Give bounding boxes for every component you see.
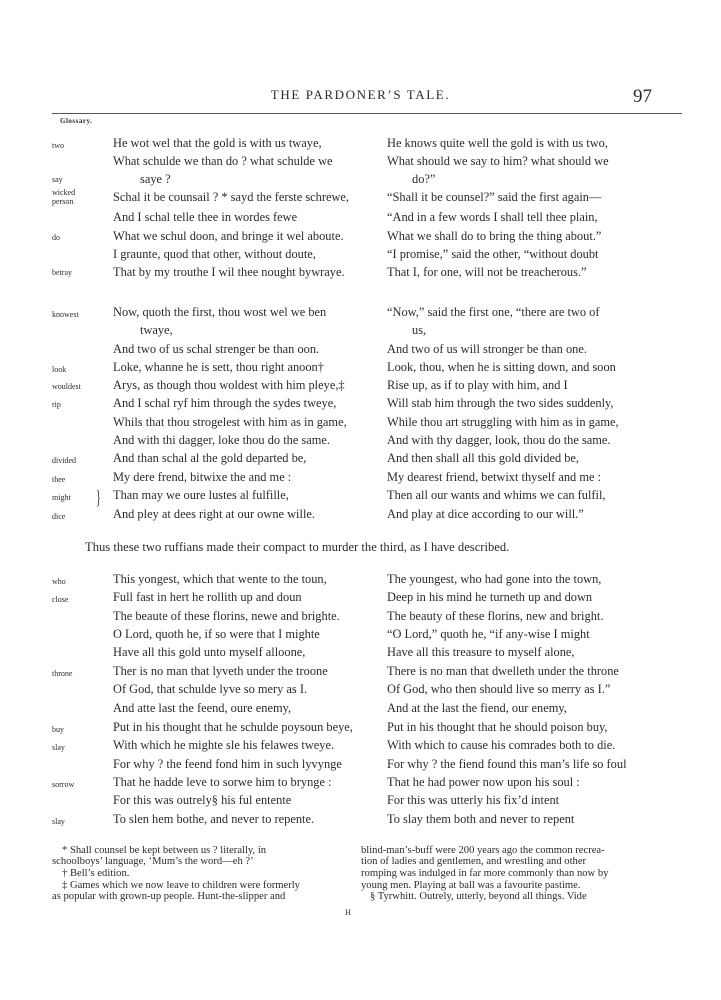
middle-english-line: For why ? the feend fond him in such lyvynge — [113, 757, 342, 771]
modern-english-line: Will stab him through the two sides suddenly, — [387, 396, 614, 410]
gloss-word: rip — [52, 400, 61, 409]
footnote-line: § Tyrwhitt. Outrely, utterly, beyond all things. Vide — [370, 891, 587, 902]
gloss-word: say — [52, 175, 63, 184]
middle-english-line: And than schal al the gold departed be, — [113, 451, 307, 465]
modern-english-line: And with thy dagger, look, thou do the same. — [387, 433, 611, 447]
middle-english-line: That he hadde leve to sorwe him to brynge : — [113, 775, 332, 789]
middle-english-line: Now, quoth the first, thou wost wel we ben — [113, 305, 327, 319]
middle-english-line: Have all this gold unto myself alloone, — [113, 645, 306, 659]
modern-english-line: The youngest, who had gone into the town, — [387, 572, 602, 586]
middle-english-line: Put in his thought that he schulde poysoun beye, — [113, 720, 353, 734]
footnote-line: romping was indulged in far more commonly than now by — [361, 868, 609, 879]
modern-english-line: Rise up, as if to play with him, and I — [387, 378, 568, 392]
modern-english-line: He knows quite well the gold is with us two, — [387, 136, 608, 150]
modern-english-line: “Now,” said the first one, “there are two of — [387, 305, 600, 319]
modern-english-line: My dearest friend, betwixt thyself and me : — [387, 470, 602, 484]
footnote-line: * Shall counsel be kept between us ? literally, in — [62, 845, 267, 856]
middle-english-line: Of God, that schulde lyve so mery as I. — [113, 682, 308, 696]
middle-english-line: What schulde we than do ? what schulde we — [113, 154, 333, 168]
middle-english-line: Full fast in hert he rollith up and doun — [113, 590, 302, 604]
modern-english-line: And at the last the fiend, our enemy, — [387, 701, 567, 715]
middle-english-line: O Lord, quoth he, if so were that I mighte — [113, 627, 320, 641]
modern-english-line: “Shall it be counsel?” said the first again— — [387, 190, 602, 204]
middle-english-line: And I schal telle thee in wordes fewe — [113, 210, 298, 224]
page-number: 97 — [633, 86, 652, 107]
middle-english-line: Than may we oure lustes al fulfille, — [113, 488, 289, 502]
modern-english-line: Have all this treasure to myself alone, — [387, 645, 575, 659]
gloss-word: thee — [52, 475, 66, 484]
modern-english-line: That I, for one, will not be treacherous.” — [387, 265, 587, 279]
gloss-word: wicked — [52, 188, 76, 197]
modern-english-line: And play at dice according to our will.” — [387, 507, 584, 521]
modern-english-line: us, — [412, 323, 427, 337]
signature-mark: H — [345, 908, 351, 917]
gloss-word: two — [52, 141, 64, 150]
modern-english-line: What we shall do to bring the thing about.” — [387, 229, 602, 243]
middle-english-line: twaye, — [140, 323, 173, 337]
middle-english-line: He wot wel that the gold is with us twaye, — [113, 136, 322, 150]
gloss-word: dice — [52, 512, 66, 521]
header-rule — [52, 113, 682, 114]
middle-english-line: Arys, as though thou woldest with him pleye,‡ — [113, 378, 345, 392]
middle-english-line: And with thi dagger, loke thou do the same. — [113, 433, 330, 447]
modern-english-line: There is no man that dwelleth under the throne — [387, 664, 619, 678]
page-title: THE PARDONER’S TALE. — [270, 87, 451, 102]
modern-english-line: Of God, who then should live so merry as I.” — [387, 682, 611, 696]
middle-english-line: saye ? — [140, 172, 171, 186]
middle-english-line: And I schal ryf him through the sydes tweye, — [113, 396, 337, 410]
modern-english-line: Look, thou, when he is sitting down, and soon — [387, 360, 616, 374]
modern-english-line: And two of us will stronger be than one. — [387, 342, 587, 356]
gloss-word: close — [52, 595, 69, 604]
gloss-word: might — [52, 493, 71, 502]
gloss-word: betray — [52, 268, 72, 277]
middle-english-line: My dere frend, bitwixe the and me : — [113, 470, 292, 484]
footnote-line: young men. Playing at ball was a favourite pastime. — [361, 880, 581, 891]
gloss-word: throne — [52, 669, 73, 678]
middle-english-line: The beaute of these florins, newe and brighte. — [113, 609, 340, 623]
modern-english-line: “O Lord,” quoth he, “if any-wise I might — [387, 627, 590, 641]
middle-english-line: Whils that thou strogelest with him as in game, — [113, 415, 347, 429]
middle-english-line: I graunte, quod that other, without doute, — [113, 247, 316, 261]
gloss-word: person — [52, 197, 74, 206]
modern-english-line: Put in his thought that he should poison buy, — [387, 720, 608, 734]
middle-english-line: To slen hem bothe, and never to repente. — [113, 812, 315, 826]
gloss-word: wouldest — [52, 382, 81, 391]
gloss-word: slay — [52, 817, 65, 826]
modern-english-line: While thou art struggling with him as in game, — [387, 415, 619, 429]
gloss-word: buy — [52, 725, 64, 734]
middle-english-line: Schal it be counsail ? * sayd the ferste schrewe, — [113, 190, 350, 204]
narration-line: Thus these two ruffians made their compact to murder the third, as I have described. — [85, 540, 510, 554]
footnote-line: schoolboys’ language, ‘Mum’s the word—eh ?’ — [52, 856, 254, 867]
footnote-line: blind-man’s-buff were 200 years ago the common recrea- — [361, 845, 605, 856]
modern-english-line: “And in a few words I shall tell thee plain, — [387, 210, 598, 224]
modern-english-line: With which to cause his comrades both to die. — [387, 738, 616, 752]
middle-english-line: This yongest, which that wente to the toun, — [113, 572, 327, 586]
modern-english-line: What should we say to him? what should we — [387, 154, 609, 168]
gloss-word: knowest — [52, 310, 79, 319]
glossary-heading: Glossary. — [60, 117, 93, 125]
gloss-word: who — [52, 577, 66, 586]
middle-english-line: Loke, whanne he is sett, thou right anoon† — [113, 360, 324, 374]
middle-english-line: What we schul doon, and bringe it wel aboute. — [113, 229, 344, 243]
middle-english-line: With which he mighte sle his felawes tweye. — [113, 738, 335, 752]
gloss-word: do — [52, 233, 60, 242]
middle-english-line: And atte last the feend, oure enemy, — [113, 701, 292, 715]
gloss-brace: } — [96, 487, 101, 509]
modern-english-line: Deep in his mind he turneth up and down — [387, 590, 593, 604]
modern-english-line: Then all our wants and whims we can fulfil, — [387, 488, 606, 502]
modern-english-line: For this was utterly his fix’d intent — [387, 793, 560, 807]
gloss-word: sorrow — [52, 780, 75, 789]
modern-english-line: do?” — [412, 172, 436, 186]
gloss-word: look — [52, 365, 67, 374]
modern-english-line: For why ? the fiend found this man’s life so foul — [387, 757, 627, 771]
modern-english-line: The beauty of these florins, new and bright. — [387, 609, 604, 623]
middle-english-line: And two of us schal strenger be than oon. — [113, 342, 320, 356]
middle-english-line: For this was outrely§ his ful entente — [113, 793, 292, 807]
footnote-line: ‡ Games which we now leave to children were formerly — [62, 880, 300, 891]
modern-english-line: And then shall all this gold divided be, — [387, 451, 580, 465]
footnote-line: as popular with grown-up people. Hunt-the-slipper and — [52, 891, 286, 902]
middle-english-line: And pley at dees right at our owne wille. — [113, 507, 315, 521]
footnote-line: tion of ladies and gentlemen, and wrestling and other — [361, 856, 587, 867]
middle-english-line: Ther is no man that lyveth under the troone — [113, 664, 328, 678]
footnote-line: † Bell’s edition. — [62, 868, 130, 879]
gloss-word: slay — [52, 743, 65, 752]
gloss-word: divided — [52, 456, 76, 465]
modern-english-line: To slay them both and never to repent — [387, 812, 575, 826]
modern-english-line: That he had power now upon his soul : — [387, 775, 580, 789]
middle-english-line: That by my trouthe I wil thee nought bywraye. — [113, 265, 345, 279]
modern-english-line: “I promise,” said the other, “without doubt — [387, 247, 599, 261]
